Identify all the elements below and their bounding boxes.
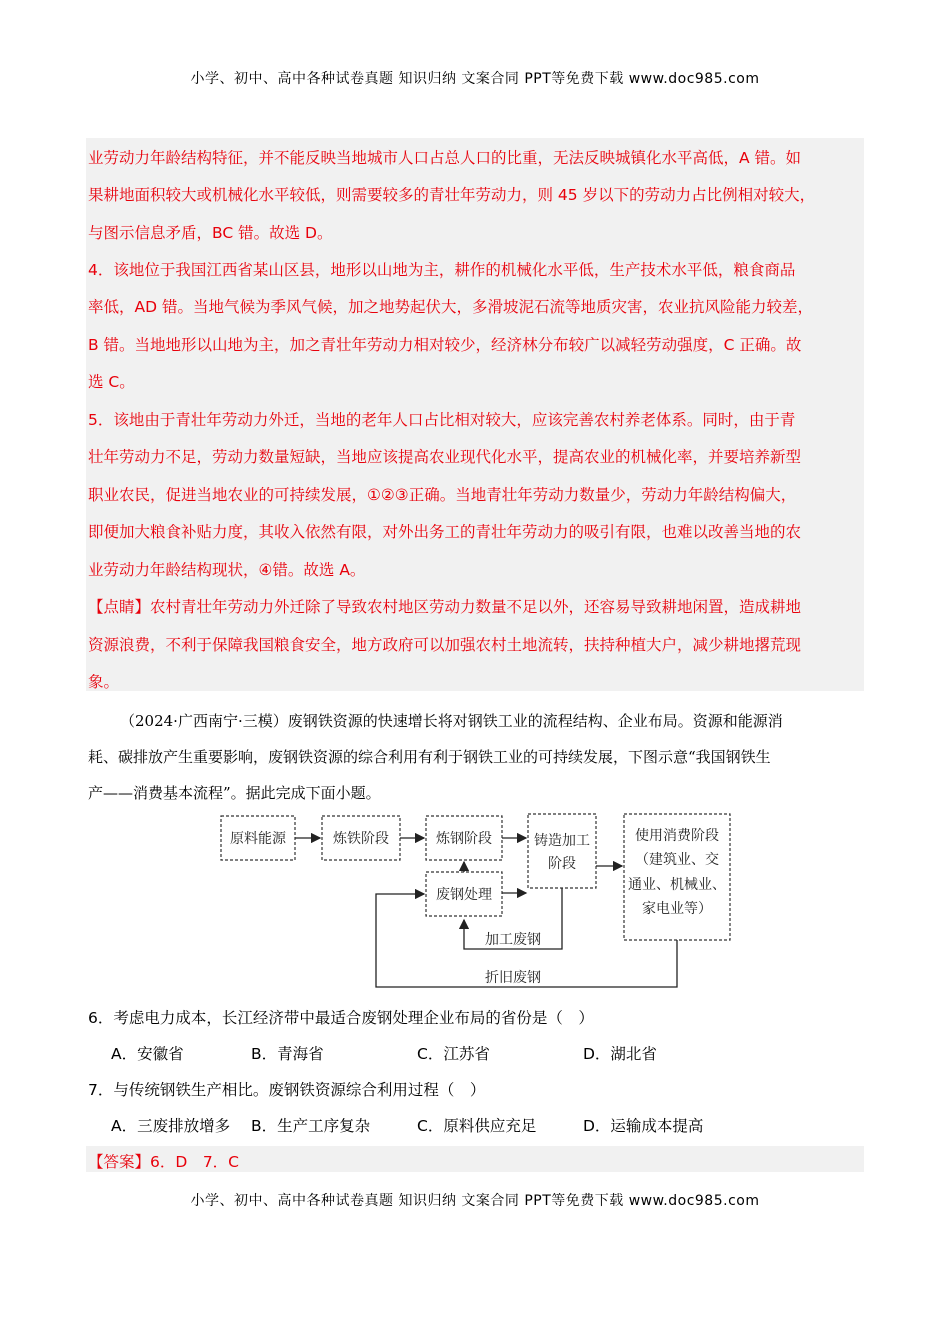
explanation-line: 率低，AD 错。当地气候为季风气候，加之地势起伏大，多滑坡泥石流等地质灾害，农业抗风险能力较差， bbox=[88, 298, 813, 316]
question-7-option-b: B．生产工序复杂 bbox=[251, 1117, 371, 1135]
intro-line: （2024·广西南宁·三模）废钢铁资源的快速增长将对钢铁工业的流程结构、企业布局。资源和能源消 bbox=[120, 712, 783, 730]
box-use-label-3: 通业、机械业、 bbox=[628, 877, 726, 893]
question-6-option-d: D．湖北省 bbox=[583, 1045, 657, 1063]
question-6-stem: 6．考虑电力成本，长江经济带中最适合废钢处理企业布局的省份是（ ） bbox=[88, 1009, 594, 1027]
answer-line bbox=[88, 1150, 239, 1172]
box-iron-label: 炼铁阶段 bbox=[333, 831, 389, 847]
explanation-line: 壮年劳动力不足，劳动力数量短缺，当地应该提高农业现代化水平，提高农业的机械化率，并要培养新型 bbox=[88, 448, 802, 466]
box-use-label-1: 使用消费阶段 bbox=[635, 828, 719, 844]
question-7-option-a: A．三废排放增多 bbox=[111, 1117, 231, 1135]
label-old-scrap: 折旧废钢 bbox=[485, 970, 541, 986]
box-use-label-2: （建筑业、交 bbox=[635, 852, 719, 868]
dianjing-line: 【点睛】农村青壮年劳动力外迁除了导致农村地区劳动力数量不足以外，还容易导致耕地闲置，造成耕地 bbox=[88, 598, 802, 616]
question-6-option-b: B．青海省 bbox=[251, 1045, 324, 1063]
explanation-line: 业劳动力年龄结构现状，④错。故选 A。 bbox=[88, 561, 366, 579]
explanation-line: 果耕地面积较大或机械化水平较低，则需要较多的青壮年劳动力，则 45 岁以下的劳动力占比例相对较大， bbox=[88, 186, 816, 204]
box-steel-label: 炼钢阶段 bbox=[436, 831, 492, 847]
explanation-line: 选 C。 bbox=[88, 373, 135, 391]
box-casting-label-2: 阶段 bbox=[548, 856, 576, 872]
box-raw-label: 原料能源 bbox=[230, 831, 286, 847]
intro-line: 产——消费基本流程”。据此完成下面小题。 bbox=[88, 784, 381, 802]
intro-line: 耗、碳排放产生重要影响，废钢铁资源的综合利用有利于钢铁工业的可持续发展，下图示意“我国钢铁生 bbox=[88, 748, 771, 766]
question-7-option-d: D．运输成本提高 bbox=[583, 1117, 704, 1135]
question-6-option-c: C．江苏省 bbox=[417, 1045, 490, 1063]
label-process-scrap: 加工废钢 bbox=[485, 932, 541, 948]
question-7-stem: 7．与传统钢铁生产相比。废钢铁资源综合利用过程（ ） bbox=[88, 1081, 486, 1099]
dianjing-line: 资源浪费，不利于保障我国粮食安全，地方政府可以加强农村土地流转，扶持种植大户，减少耕地撂荒现 bbox=[88, 636, 802, 654]
box-casting bbox=[528, 814, 596, 888]
explanation-line: 4．该地位于我国江西省某山区县，地形以山地为主，耕作的机械化水平低，生产技术水平低，粮食商品 bbox=[88, 261, 796, 279]
dianjing-line: 象。 bbox=[88, 673, 120, 691]
box-casting-label-1: 铸造加工 bbox=[534, 833, 590, 849]
answer-label: 【答案】 bbox=[88, 1153, 151, 1171]
explanation-line: 与图示信息矛盾，BC 错。故选 D。 bbox=[88, 224, 333, 242]
box-use-label-4: 家电业等） bbox=[642, 901, 712, 917]
explanation-line: 即便加大粮食补贴力度，其收入依然有限，对外出务工的青壮年劳动力的吸引有限，也难以改善当地的农 bbox=[88, 523, 802, 541]
question-6-option-a: A．安徽省 bbox=[111, 1045, 184, 1063]
answer-text: 6．D 7．C bbox=[150, 1153, 239, 1171]
explanation-line: 职业农民，促进当地农业的可持续发展，①②③正确。当地青壮年劳动力数量少，劳动力年龄结构偏大， bbox=[88, 486, 797, 504]
explanation-line: 5．该地由于青壮年劳动力外迁，当地的老年人口占比相对较大，应该完善农村养老体系。同时，由于青 bbox=[88, 411, 796, 429]
explanation-line: 业劳动力年龄结构特征，并不能反映当地城市人口占总人口的比重，无法反映城镇化水平高低，A 错。如 bbox=[88, 149, 802, 167]
question-7-option-c: C．原料供应充足 bbox=[417, 1117, 537, 1135]
explanation-line: B 错。当地地形以山地为主，加之青壮年劳动力相对较少，经济林分布较广以减轻劳动强度，C 正确。故 bbox=[88, 336, 802, 354]
page-footer: 小学、初中、高中各种试卷真题 知识归纳 文案合同 PPT等免费下载 www.doc985.com bbox=[190, 1193, 760, 1209]
page-header: 小学、初中、高中各种试卷真题 知识归纳 文案合同 PPT等免费下载 www.doc985.com bbox=[190, 71, 760, 87]
box-scrap-label: 废钢处理 bbox=[436, 887, 492, 903]
